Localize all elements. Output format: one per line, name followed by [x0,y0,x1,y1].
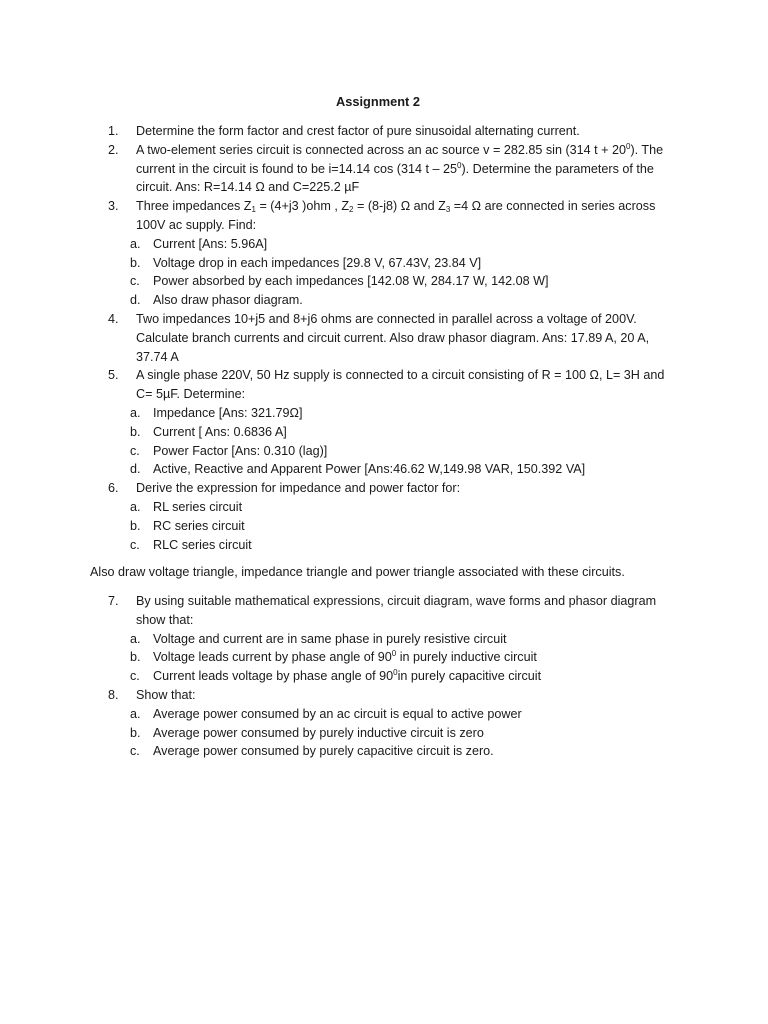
question-number: 8. [108,687,119,702]
sub-item-letter: c. [130,443,140,458]
sub-item-text: Current [Ans: 5.96A] [153,236,268,251]
question-number: 3. [108,199,119,214]
question-text [136,197,668,235]
subscript: 1 [251,205,256,215]
question-number: 4. [108,311,119,326]
sub-item-letter: b. [130,650,141,665]
sub-item-letter: b. [130,725,141,740]
sub-item-text: Active, Reactive and Apparent Power [Ans:46.62 W,149.98 VAR, 150.392 VA] [153,462,586,477]
sub-item-letter: b. [130,424,141,439]
question-number: 1. [108,124,119,138]
sub-item-text: Voltage and current are in same phase in purely resistive circuit [153,631,507,646]
text-part: Voltage leads current by phase angle of 90 [153,650,392,665]
sub-item-letter: c. [130,744,140,759]
sub-item-letter: d. [130,462,141,477]
sub-list [108,705,668,761]
question-text: A single phase 220V, 50 Hz supply is connected to a circuit consisting of R = 100 Ω, L= 3H and C= 5µF. Determine: [136,368,665,402]
sub-item-letter: a. [130,236,141,251]
text-part: A two-element series circuit is connected across an ac source v = 282.85 sin (314 t + 20 [136,142,627,157]
question-number: 7. [108,594,119,608]
text-part: =4 Ω are connected in series across 100V ac supply. Find: [136,199,656,232]
sub-item-text: Impedance [Ans: 321.79Ω] [153,405,303,420]
sub-item [130,742,668,761]
sub-item-text: Power absorbed by each impedances [142.08 W, 284.17 W, 142.08 W] [153,274,549,289]
question-text: By using suitable mathematical expressions, circuit diagram, wave forms and phasor diagram show that: [136,594,657,627]
sub-item-text: Current [ Ans: 0.6836 A] [153,424,287,439]
superscript: 0 [626,141,631,151]
sub-item [130,291,668,310]
sub-item [130,423,668,442]
question-list [108,592,668,761]
subscript: 3 [445,205,451,215]
sub-item [130,442,668,461]
sub-item-letter: c. [130,669,140,684]
text-part: = (4+j3 )ohm , Z [255,199,350,214]
text-part: in purely inductive circuit [396,650,537,665]
question-number: 5. [108,368,119,383]
sub-item [130,667,668,686]
sub-item-text: RLC series circuit [153,537,252,552]
question-1 [108,122,668,141]
sub-item [130,498,668,517]
text-part: ). Determine the parameters of the circuit. Ans: R=14.14 Ω and C=225.2 µF [136,161,654,195]
sub-item [130,724,668,743]
sub-item [130,404,668,423]
sub-item-text: Average power consumed by an ac circuit is equal to active power [153,706,522,721]
sub-item-letter: c. [130,537,140,552]
superscript: 0 [456,160,462,170]
sub-item-letter: b. [130,518,141,533]
question-2 [108,141,668,197]
sub-list [108,404,668,479]
question-list [108,122,668,554]
sub-list [108,498,668,554]
text-part: = (8-j8) Ω and Z [353,199,446,214]
sub-item-text: RL series circuit [153,499,243,514]
sub-item-letter: c. [130,274,140,289]
sub-item [130,648,668,667]
text-part: Current leads voltage by phase angle of 90 [153,669,394,684]
question-text: Show that: [136,687,196,702]
sub-item [130,536,668,555]
sub-item-letter: b. [130,255,141,270]
sub-item-text: RC series circuit [153,518,245,533]
question-number: 6. [108,481,119,496]
sub-item-text: Also draw phasor diagram. [153,293,303,308]
question-text: Determine the form factor and crest factor of pure sinusoidal alternating current. [136,124,580,138]
sub-item-letter: a. [130,499,141,514]
sub-item-letter: a. [130,706,141,721]
question-text: Two impedances 10+j5 and 8+j6 ohms are connected in parallel across a voltage of 200V. Calculate branch currents and circuit current. Also draw phasor diagram. Ans: 17.89 A, 20 A, 37.74 A [136,311,650,364]
sub-item [130,630,668,649]
sub-item [130,235,668,254]
question-text [136,141,668,197]
subscript: 2 [349,205,354,215]
sub-item [130,705,668,724]
question-7 [108,592,668,630]
text-part: ). The current in the circuit is found to be i=14.14 cos (314 t – 25 [136,142,664,176]
superscript: 0 [393,668,398,678]
question-text: Derive the expression for impedance and power factor for: [136,481,461,496]
note-paragraph: Also draw voltage triangle, impedance triangle and power triangle associated with these circuits. [90,565,625,579]
question-number: 2. [108,142,119,157]
sub-list [108,235,668,310]
sub-item-letter: a. [130,405,141,420]
question-8 [108,686,668,705]
superscript: 0 [391,649,397,659]
sub-item [130,460,668,479]
sub-item-text: Power Factor [Ans: 0.310 (lag)] [153,443,328,458]
question-5 [108,366,668,404]
question-6 [108,479,668,498]
text-part: in purely capacitive circuit [397,669,542,684]
sub-item [130,254,668,273]
sub-item-letter: a. [130,631,141,646]
sub-item [130,272,668,291]
question-3 [108,197,668,235]
sub-item-letter: d. [130,293,141,308]
text-part: Three impedances Z [136,199,252,214]
sub-item-text: Average power consumed by purely capacitive circuit is zero. [153,744,494,759]
sub-item-text [153,648,537,667]
sub-item [130,517,668,536]
sub-item-text: Average power consumed by purely inductive circuit is zero [153,725,484,740]
document-title: Assignment 2 [336,94,420,109]
question-4 [108,310,668,366]
sub-list [108,630,668,686]
sub-item-text [153,667,541,686]
sub-item-text: Voltage drop in each impedances [29.8 V, 67.43V, 23.84 V] [153,255,482,270]
